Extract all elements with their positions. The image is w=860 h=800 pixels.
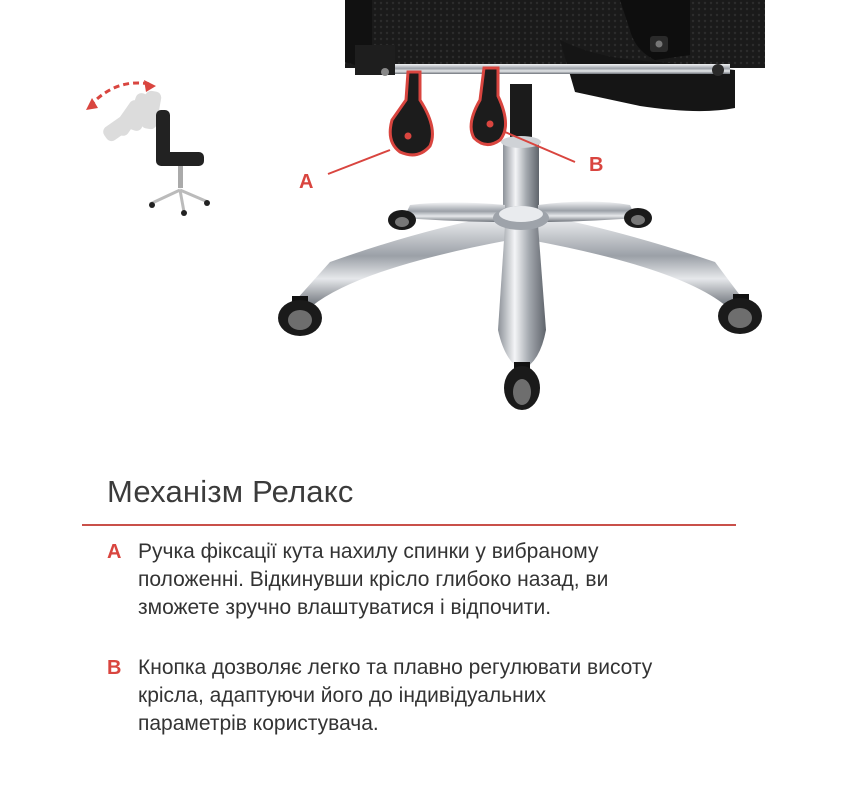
feature-description bbox=[138, 654, 652, 738]
feature-line: крісла, адаптуючи його до індивідуальних bbox=[138, 684, 546, 707]
recline-lever-a bbox=[328, 72, 432, 174]
reclining-chair-icon bbox=[86, 80, 210, 216]
feature-line: Ручка фіксації кута нахилу спинки у вибраному bbox=[138, 540, 599, 563]
feature-line: зможете зручно влаштуватися і відпочити. bbox=[138, 596, 552, 619]
callout-b-label: B bbox=[589, 154, 604, 176]
gas-lift-column bbox=[501, 84, 541, 210]
feature-line: положенні. Відкинувши крісло глибоко назад, ви bbox=[138, 568, 609, 591]
feature-line: Кнопка дозволяє легко та плавно регулювати висоту bbox=[138, 656, 653, 679]
feature-line: параметрів користувача. bbox=[138, 712, 379, 735]
feature-item-b bbox=[107, 654, 767, 738]
feature-marker: B bbox=[107, 657, 122, 679]
callout-a-label: A bbox=[299, 171, 314, 193]
feature-marker: A bbox=[107, 541, 122, 563]
section-title: Механізм Релакс bbox=[107, 474, 354, 509]
title-divider bbox=[82, 524, 736, 526]
star-base bbox=[296, 202, 742, 371]
feature-description bbox=[138, 538, 608, 622]
feature-item-a bbox=[107, 538, 767, 622]
